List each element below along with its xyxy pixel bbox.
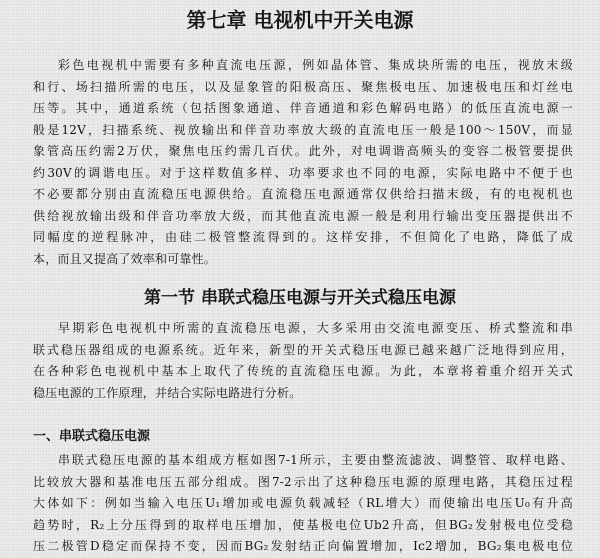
text-line: 比较放大器和基准电压五部分组成。图7-2示出了这种稳压电源的原理电路，其稳压过程 — [33, 474, 573, 489]
text-line: 串联式稳压电源的基本组成方框如图7-1所示，主要由整流滤波、调整管、取样电路、 — [58, 453, 573, 467]
text-line: 和行、场扫描所需的电压，以及显象管的阳极高压、聚焦极电压、加速极电压和灯丝电 — [33, 79, 573, 94]
text-line: 压二极管D稳定而保持不变，因而BG₂发射结正向偏置增加，Ic2增加，BG₂集电极电位 — [33, 539, 573, 553]
text-line: 供给视放输出级和伴音功率放大级，而其他直流电源一般是利用行输出变压器提供出不 — [33, 208, 573, 223]
text-line: 般是12V，扫描系统、视放输出和伴音功率放大级的直流电压一般是100～150V，而显 — [33, 122, 573, 137]
subsection-paragraph — [33, 450, 573, 558]
text-line: 大体如下：例如当输入电压U₁增加或电源负载减轻（RL增大）而使输出电压U₀有升高 — [33, 496, 573, 510]
text-line: 早期彩色电视机中所需的直流稳压电源，大多采用由交流电源变压、桥式整流和串 — [58, 321, 573, 335]
text-line: 象管高压约需2万伏，聚焦电压约需几百伏。此外，对电调谐高频头的变容二极管要提供 — [33, 144, 573, 158]
section-intro-paragraph — [33, 318, 573, 404]
text-line: 联式稳压器组成的电源系统。近年来，新型的开关式稳压电源已越来越广泛地得到应用， — [33, 342, 573, 357]
text-line: 不必要都分别由直流稳压电源供给。直流稳压电源通常仅供给扫描末级，有的电视机也 — [33, 187, 573, 201]
subsection-title: 一、串联式稳压电源 — [33, 429, 151, 444]
text-line: 在各种彩色电视机中基本上取代了传统的直流稳压电源。为此，本章将着重介绍开关式 — [33, 364, 573, 378]
chapter-intro-paragraph — [33, 55, 573, 270]
text-line: 稳压电源的工作原理，并结合实际电路进行分析。 — [33, 385, 302, 400]
text-line: 压等。其中，通道系统（包括图象通道、伴音通道和彩色解码电路）的低压直流电源一 — [33, 101, 573, 115]
section-title: 第一节 串联式稳压电源与开关式稳压电源 — [144, 288, 456, 308]
text-line: 本，而且又提高了效率和可靠性。 — [33, 251, 217, 266]
text-line: 趋势时，R₂上分压得到的取样电压增加，使基极电位Ub2升高，但BG₂发射极电位受稳 — [33, 517, 573, 532]
text-line: 约30V的调谐电压。对于这样数值多样、功率要求也不同的电源，实际电路中不便于也 — [33, 165, 573, 180]
text-line: 同幅度的逆程脉冲，由硅二极管整流得到的。这样安排，不但简化了电路，降低了成 — [33, 230, 573, 244]
chapter-title: 第七章 电视机中开关电源 — [186, 8, 414, 32]
text-line: 彩色电视机中需要有多种直流电压源，例如晶体管、集成块所需的电压，视放末级 — [58, 58, 573, 72]
